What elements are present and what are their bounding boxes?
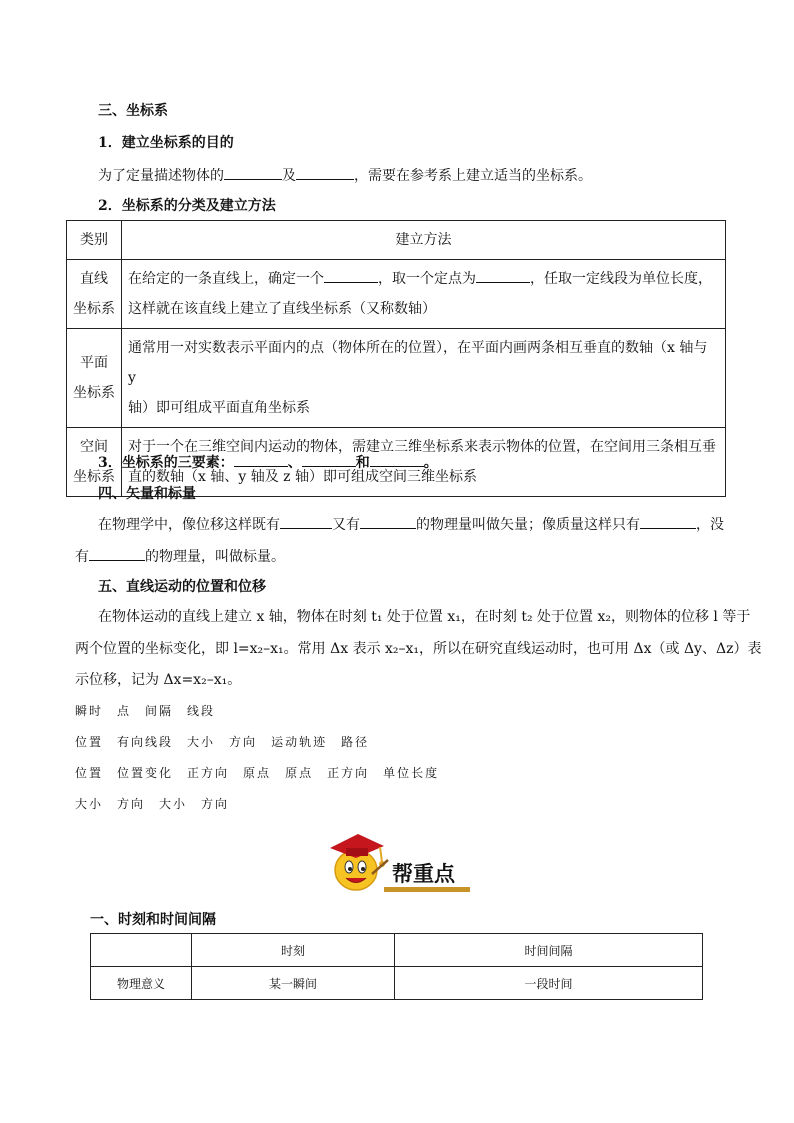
vector-text-e: 有 — [75, 549, 89, 565]
table-row — [91, 967, 703, 1000]
method-text-c: ，任取一定线段为单位长度， — [530, 271, 712, 287]
answer-key-row-1 — [75, 702, 229, 719]
answer-word: 方向 — [201, 797, 230, 811]
table-header-method: 建立方法 — [122, 221, 726, 260]
answer-word: 瞬时 — [75, 704, 104, 718]
answer-word: 单位长度 — [383, 766, 440, 780]
answer-word: 间隔 — [145, 704, 174, 718]
purpose-text-b: 及 — [282, 168, 296, 184]
separator: 、 — [287, 455, 302, 471]
vector-text-b: 又有 — [332, 517, 360, 533]
fill-blank[interactable] — [234, 452, 288, 467]
table-row — [67, 329, 726, 428]
fill-blank[interactable] — [89, 546, 145, 561]
section-3-subheading-2: 2．坐标系的分类及建立方法 — [98, 198, 276, 214]
answer-word: 位置 — [75, 766, 104, 780]
vector-paragraph-line-1 — [98, 514, 724, 535]
method-line-2: 这样就在该直线上建立了直线坐标系（又称数轴） — [128, 301, 436, 317]
separator: 和 — [355, 455, 370, 471]
moment-interval-table — [90, 933, 703, 1000]
fill-blank[interactable] — [280, 514, 332, 529]
focus-heading: 一、时刻和时间间隔 — [90, 912, 216, 928]
answer-word: 原点 — [285, 766, 314, 780]
vector-text-c: 的物理量叫做矢量；像质量这样只有 — [416, 517, 640, 533]
mascot-icon — [322, 826, 392, 896]
method-text-a: 在给定的一条直线上，确定一个 — [128, 271, 324, 287]
displacement-line-2: 两个位置的坐标变化，即 l=x₂–x₁。常用 Δx 表示 x₂–x₁，所以在研究直线运动时，也可用 Δx（或 Δy、Δz）表 — [75, 641, 762, 657]
section-4-heading: 四、矢量和标量 — [98, 486, 196, 502]
fill-blank[interactable] — [640, 514, 696, 529]
fill-blank[interactable] — [370, 452, 424, 467]
method-line-2: 轴）即可组成平面直角坐标系 — [128, 400, 310, 416]
answer-word: 正方向 — [327, 766, 370, 780]
cell-interval: 一段时间 — [395, 967, 703, 1000]
three-elements-line — [98, 452, 438, 473]
purpose-text-c: ，需要在参考系上建立适当的坐标系。 — [354, 168, 592, 184]
table-header-moment: 时刻 — [192, 934, 395, 967]
fill-blank[interactable] — [360, 514, 416, 529]
answer-word: 线段 — [187, 704, 216, 718]
section-3-heading: 三、坐标系 — [98, 103, 168, 119]
answer-word: 方向 — [117, 797, 146, 811]
answer-word: 大小 — [187, 735, 216, 749]
answer-key-row-2 — [75, 733, 383, 750]
category-line-1: 空间 — [80, 439, 108, 455]
category-line-1: 平面 — [80, 355, 108, 371]
answer-word: 运动轨迹 — [271, 735, 328, 749]
fill-blank[interactable] — [324, 268, 378, 283]
cell-moment: 某一瞬间 — [192, 967, 395, 1000]
category-line-2: 坐标系 — [73, 385, 115, 401]
purpose-text-a: 为了定量描述物体的 — [98, 168, 224, 184]
table-header-category: 类别 — [67, 221, 122, 260]
section-3-subheading-1: 1．建立坐标系的目的 — [98, 135, 234, 151]
answer-word: 点 — [117, 704, 132, 718]
answer-word: 原点 — [243, 766, 272, 780]
row-method — [122, 260, 726, 329]
vector-text-f: 的物理量，叫做标量。 — [145, 549, 285, 565]
three-elements-label: 3．坐标系的三要素： — [98, 455, 234, 471]
answer-word: 位置 — [75, 735, 104, 749]
answer-word: 位置变化 — [117, 766, 174, 780]
method-line-2: 直的数轴（x 轴、y 轴及 z 轴）即可组成空间三维坐标系 — [128, 469, 477, 485]
displacement-line-3: 示位移，记为 Δx=x₂–x₁。 — [75, 672, 242, 688]
method-line-1: 通常用一对实数表示平面内的点（物体所在的位置），在平面内画两条相互垂直的数轴（x 轴与 y — [128, 340, 708, 386]
answer-word: 大小 — [159, 797, 188, 811]
answer-key-row-4 — [75, 795, 243, 812]
purpose-sentence — [98, 165, 592, 186]
displacement-line-1: 在物体运动的直线上建立 x 轴，物体在时刻 t₁ 处于位置 x₁，在时刻 t₂ 处于位置 x₂，则物体的位移 l 等于 — [98, 609, 751, 625]
sentence-end: 。 — [423, 455, 438, 471]
vector-text-a: 在物理学中，像位移这样既有 — [98, 517, 280, 533]
badge-title: 帮重点 — [392, 862, 455, 886]
answer-word: 方向 — [229, 735, 258, 749]
vector-paragraph-line-2 — [75, 546, 285, 567]
answer-word: 有向线段 — [117, 735, 174, 749]
category-line-2: 坐标系 — [73, 301, 115, 317]
answer-word: 路径 — [341, 735, 370, 749]
answer-key-row-3 — [75, 764, 453, 781]
method-line-1: 对于一个在三维空间内运动的物体，需建立三维坐标系来表示物体的位置，在空间用三条相互垂 — [128, 439, 716, 455]
fill-blank[interactable] — [296, 165, 354, 180]
row-label: 物理意义 — [91, 967, 192, 1000]
row-category — [67, 329, 122, 428]
fill-blank[interactable] — [302, 452, 356, 467]
fill-blank[interactable] — [476, 268, 530, 283]
method-text-b: ，取一个定点为 — [378, 271, 476, 287]
answer-word: 大小 — [75, 797, 104, 811]
answer-word: 正方向 — [187, 766, 230, 780]
fill-blank[interactable] — [224, 165, 282, 180]
vector-text-d: ，没 — [696, 517, 724, 533]
table-header-interval: 时间间隔 — [395, 934, 703, 967]
section-5-heading: 五、直线运动的位置和位移 — [98, 579, 266, 595]
table-row — [67, 260, 726, 329]
row-method — [122, 329, 726, 428]
category-line-2: 坐标系 — [73, 469, 115, 485]
category-line-1: 直线 — [80, 271, 108, 287]
method-line-1 — [128, 264, 719, 294]
table-header-blank — [91, 934, 192, 967]
row-category — [67, 260, 122, 329]
